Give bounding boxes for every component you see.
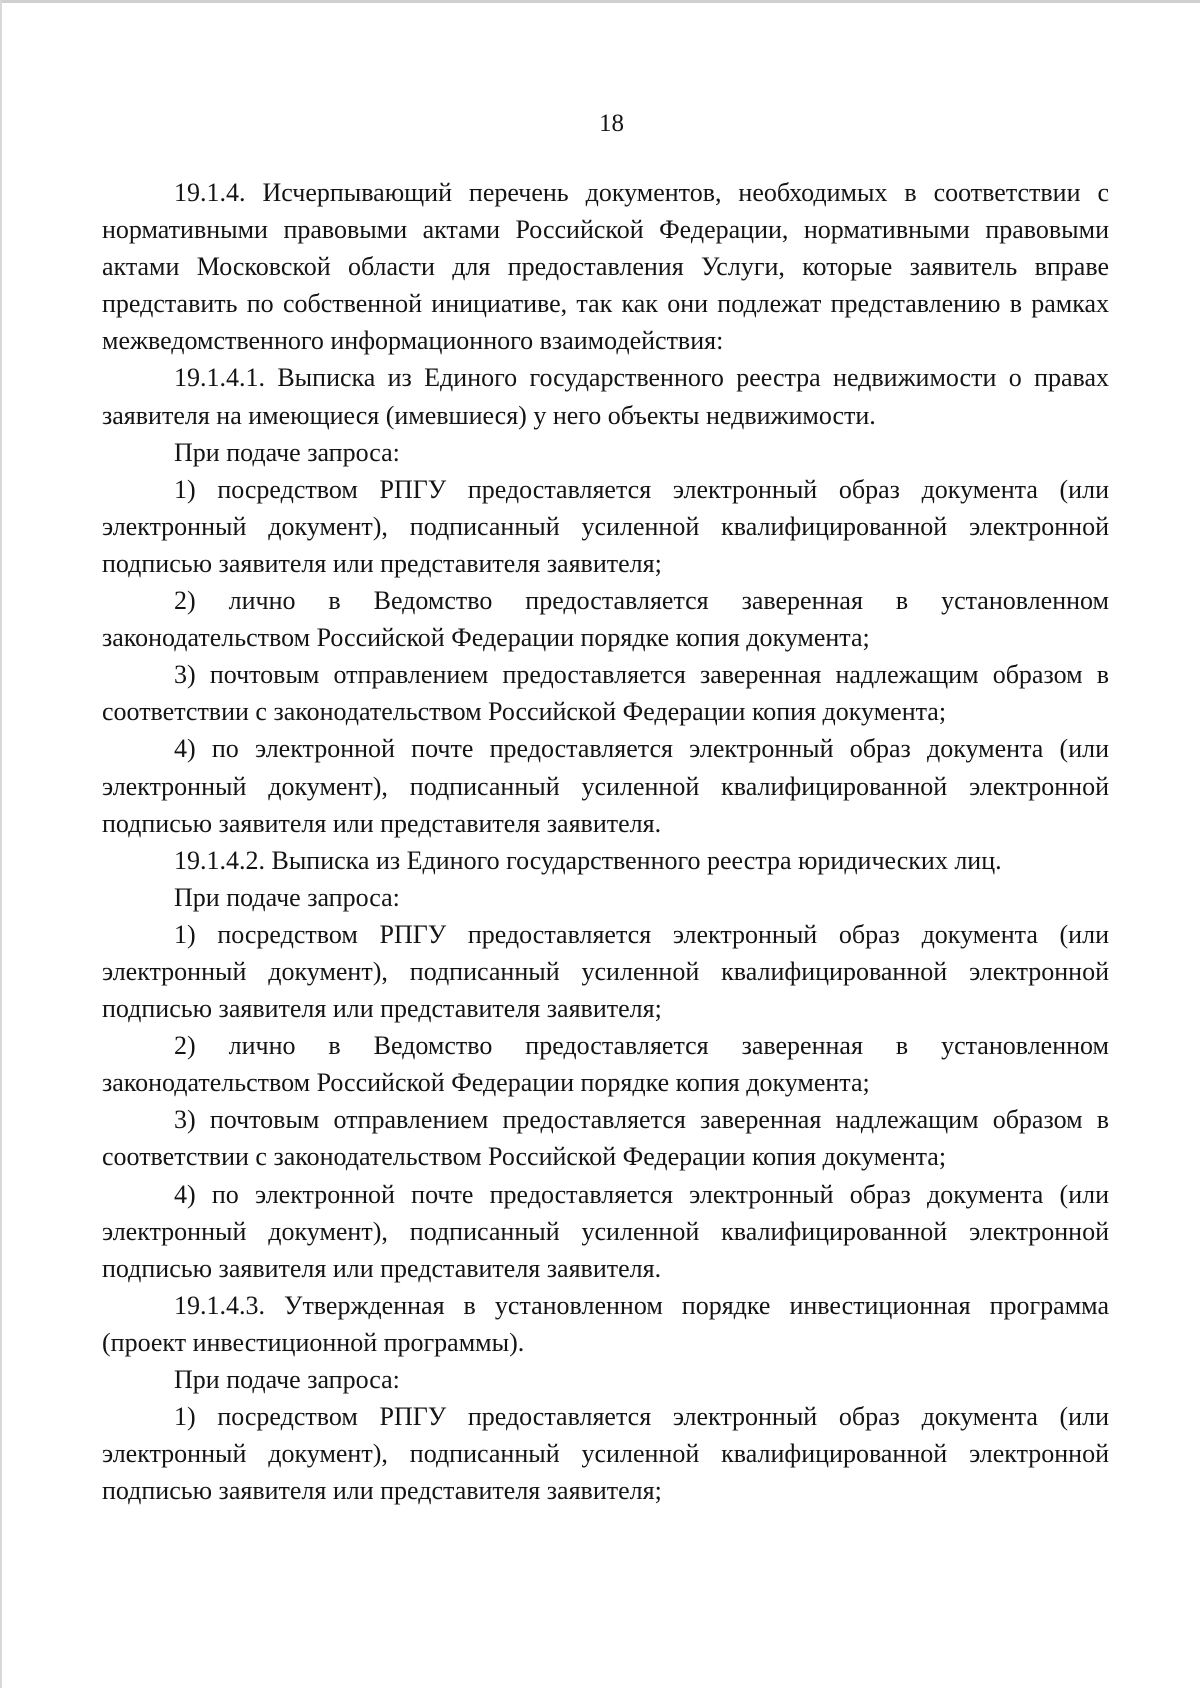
list-item-4: 4) по электронной почте предоставляется электронный образ документа (или электронный документ), подписанный усиленной квалифицированной электронной подписью заявителя или представителя заявителя.: [102, 734, 1109, 838]
list-item-1: 1) посредством РПГУ предоставляется электронный образ документа (или электронный документ), подписанный усиленной квалифицированной электронной подписью заявителя или представителя заявителя;: [102, 919, 1109, 1024]
paragraph-19-1-4: 19.1.4. Исчерпывающий перечень документов, необходимых в соответствии с нормативными правовыми актами Российской Федерации, нормативными правовыми актами Московской области для предоставления Услуги, которые заявитель вправе представить по собственной инициативе, так как они подлежат представлению в рамках межведомственного информационного взаимодействия:: [102, 178, 1109, 356]
paragraph-request-intro: При подаче запроса:: [174, 882, 400, 912]
list-item-3: 3) почтовым отправлением предоставляется заверенная надлежащим образом в соответствии с законодательством Российской Федерации копия документа;: [102, 660, 1109, 727]
list-item-3: 3) почтовым отправлением предоставляется заверенная надлежащим образом в соответствии с законодательством Российской Федерации копия документа;: [102, 1105, 1109, 1172]
list-item-4: 4) по электронной почте предоставляется электронный образ документа (или электронный документ), подписанный усиленной квалифицированной электронной подписью заявителя или представителя заявителя.: [102, 1179, 1109, 1283]
scan-edge-left: [0, 0, 2, 1688]
document-page: [102, 106, 1109, 1509]
document-body: [102, 174, 1109, 1509]
list-item-2: 2) лично в Ведомство предоставляется заверенная в установленном законодательством Российской Федерации порядке копия документа;: [102, 1031, 1109, 1098]
list-item-2: 2) лично в Ведомство предоставляется заверенная в установленном законодательством Российской Федерации порядке копия документа;: [102, 586, 1109, 653]
list-item-1: 1) посредством РПГУ предоставляется электронный образ документа (или электронный документ), подписанный усиленной квалифицированной электронной подписью заявителя или представителя заявителя;: [102, 1402, 1109, 1506]
page-number: 18: [599, 110, 624, 137]
paragraph-19-1-4-1: 19.1.4.1. Выписка из Единого государственного реестра недвижимости о правах заявителя на имеющиеся (имевшиеся) у него объекты недвижимости.: [102, 363, 1109, 430]
paragraph-request-intro: При подаче запроса:: [174, 437, 400, 467]
list-item-1: 1) посредством РПГУ предоставляется электронный образ документа (или электронный документ), подписанный усиленной квалифицированной электронной подписью заявителя или представителя заявителя;: [102, 474, 1109, 578]
paragraph-request-intro: При подаче запроса:: [174, 1365, 400, 1394]
scan-edge-top: [0, 0, 1200, 3]
paragraph-19-1-4-3: 19.1.4.3. Утвержденная в установленном порядке инвестиционная программа (проект инвестиционной программы).: [102, 1290, 1109, 1357]
paragraph-19-1-4-2: 19.1.4.2. Выписка из Единого государственного реестра юридических лиц.: [174, 845, 1002, 875]
